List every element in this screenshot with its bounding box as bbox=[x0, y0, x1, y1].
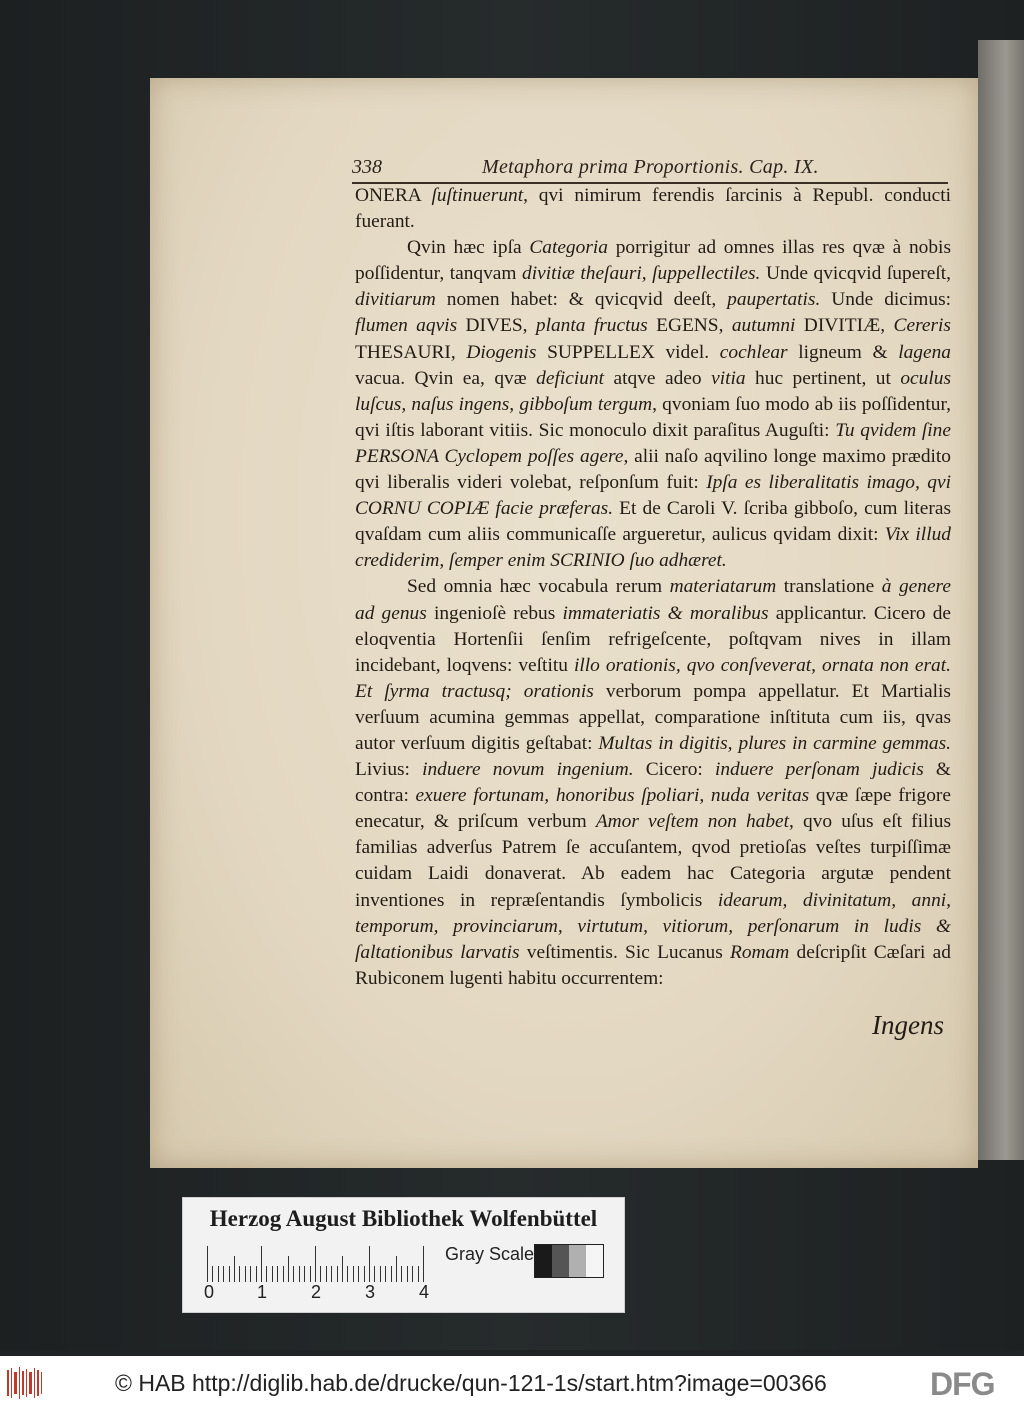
italic-text: Tu qvidem ſine PERSONA Cyclopem poſſes agere bbox=[355, 419, 951, 467]
italic-text: immateriatis & moralibus bbox=[562, 602, 769, 624]
text-run: atqve adeo bbox=[604, 367, 712, 389]
text-run: EGENS, bbox=[647, 315, 732, 337]
ruler-tick bbox=[304, 1266, 305, 1282]
ruler-tick bbox=[337, 1266, 338, 1282]
text-run: Unde qvicqvid ſupereſt, bbox=[760, 263, 951, 285]
ruler-tick bbox=[315, 1246, 316, 1282]
ruler-tick bbox=[293, 1266, 294, 1282]
ruler-number: 3 bbox=[365, 1282, 376, 1302]
ruler-number: 0 bbox=[204, 1282, 215, 1302]
text-run: & contra: bbox=[355, 759, 952, 807]
ruler-tick bbox=[385, 1266, 386, 1282]
ruler-tick bbox=[326, 1266, 327, 1282]
ruler-tick bbox=[239, 1266, 240, 1282]
text-run: Livius: bbox=[355, 759, 423, 781]
running-head-title: Metaphora prima Proportionis. Cap. IX. bbox=[482, 156, 819, 178]
ruler-number: 4 bbox=[419, 1282, 430, 1302]
ruler-tick bbox=[369, 1246, 370, 1282]
italic-text: Multas in digitis, plures in carmine gemmas. bbox=[598, 732, 951, 754]
ruler-tick bbox=[288, 1256, 289, 1282]
text-run: DIVES, bbox=[457, 315, 536, 337]
italic-text: Ipſa es liberalitatis imago, qvi CORNU COPIÆ facie præferas. bbox=[355, 472, 951, 520]
ruler-tick bbox=[358, 1266, 359, 1282]
gray-patch bbox=[569, 1245, 586, 1277]
italic-text: paupertatis. bbox=[727, 289, 821, 311]
paragraph bbox=[355, 235, 951, 574]
gray-patch bbox=[586, 1245, 603, 1277]
running-head bbox=[352, 156, 950, 182]
italic-text: illo orationis, qvo conſveverat, ornata non erat. Et ſyrma tractusq; orationis bbox=[355, 654, 951, 702]
text-run: applicantur. Cicero de eloqventia Hortenſii ſenſim refrigeſcente, poſtqvam nives in illam incidebant, loqvens: veſtitu bbox=[355, 602, 951, 676]
gray-patch bbox=[535, 1245, 552, 1277]
text-run: THESAURI, bbox=[355, 341, 467, 363]
ruler-tick bbox=[331, 1266, 332, 1282]
italic-text: exuere fortunam, honoribus ſpoliari, nuda veritas bbox=[415, 785, 810, 807]
viewer-footer bbox=[0, 1356, 1024, 1416]
text-run: Sed omnia hæc vocabula rerum bbox=[407, 576, 670, 598]
ruler-tick bbox=[407, 1266, 408, 1282]
italic-text: à genere ad genus bbox=[355, 576, 951, 624]
ruler-tick bbox=[266, 1266, 267, 1282]
ruler-tick bbox=[342, 1256, 343, 1282]
ruler-tick bbox=[256, 1266, 257, 1282]
ruler-tick bbox=[423, 1246, 424, 1282]
text-run: huc pertinent, ut bbox=[745, 367, 901, 389]
library-name: Herzog August Bibliothek Wolfenbüttel bbox=[209, 1206, 598, 1231]
italic-text: autumni bbox=[731, 315, 796, 337]
ruler-tick bbox=[347, 1266, 348, 1282]
ruler-tick bbox=[223, 1266, 224, 1282]
text-run: verborum pompa appellatur. Et Martialis verſuum acumina gemmas appellat, comparatione inſtituta cum iis, qvas autor verſuum digitis geſtabat: bbox=[355, 680, 951, 754]
barcode-icon bbox=[6, 1366, 44, 1400]
text-run: Et de Caroli V. ſcriba gibboſo, cum literas qvaſdam cum aliis communicaſſe argueretur, aulicus qvidam dixit: bbox=[355, 498, 951, 546]
paragraph bbox=[355, 574, 951, 992]
ruler-tick bbox=[234, 1256, 235, 1282]
page-number: 338 bbox=[352, 156, 382, 178]
ruler-tick bbox=[364, 1266, 365, 1282]
text-run: , qvoniam ſuo modo ab iis poſſidentur, qvi iſtis laborant vitiis. Sic monoculo dixit paraſitus Auguſti: bbox=[355, 393, 951, 441]
italic-text: divitiæ theſauri, ſuppellectiles. bbox=[522, 263, 761, 285]
text-run: deſcripſit Cæſari ad Rubiconem lugenti habitu occurrentem: bbox=[355, 941, 951, 989]
ruler-tick bbox=[283, 1266, 284, 1282]
italic-text: oculus luſcus, naſus ingens, gibboſum tergum bbox=[355, 367, 951, 415]
text-run: , qvi nimirum ferendis ſarcinis à Republ. conducti fuerant. bbox=[355, 185, 952, 233]
text-run: DIVITIÆ, bbox=[795, 315, 894, 337]
text-run: veſtimentis. Sic Lucanus bbox=[519, 941, 730, 963]
italic-text: induere novum ingenium. bbox=[422, 759, 634, 781]
italic-text: planta fructus bbox=[535, 315, 648, 337]
italic-text: divitiarum bbox=[355, 289, 436, 311]
ruler-tick bbox=[391, 1266, 392, 1282]
italic-text: flumen aqvis bbox=[355, 315, 458, 337]
body-text bbox=[355, 183, 951, 992]
ruler-tick bbox=[353, 1266, 354, 1282]
adjacent-page-edge bbox=[978, 40, 1024, 1160]
italic-text: Vix illud crediderim, ſemper enim SCRINIO ſuo adhæret. bbox=[355, 524, 951, 572]
italic-text: idearum, divinitatum, anni, temporum, provinciarum, virtutum, vitiorum, perſonarum in ludis & ſaltationibus larvatis bbox=[355, 889, 952, 963]
ruler-number: 1 bbox=[257, 1282, 268, 1302]
copyright-link[interactable]: © HAB http://diglib.hab.de/drucke/qun-121-1s/start.htm?image=00366 bbox=[115, 1370, 827, 1396]
ruler-tick bbox=[310, 1266, 311, 1282]
ruler-tick bbox=[212, 1266, 213, 1282]
italic-text: Cereris bbox=[893, 315, 951, 337]
dfg-logo: DFG bbox=[930, 1366, 995, 1402]
paragraph bbox=[355, 183, 951, 235]
text-run: , qvo uſus eſt filius familias adverſus Patrem ſe accuſantem, qvod pretioſas veſtes turpiſſimæ cuidam Laidi donaverat. Ab eadem hac Categoria argutæ pendent inventiones in repræſentandis ſymbolicis bbox=[355, 811, 951, 911]
gray-scale-label: Gray Scale bbox=[445, 1244, 535, 1264]
ruler-tick bbox=[380, 1266, 381, 1282]
italic-text: deficiunt bbox=[536, 367, 605, 389]
text-run: ingenioſè rebus bbox=[426, 602, 563, 624]
ruler-tick bbox=[418, 1266, 419, 1282]
italic-text: ſuſtinuerunt bbox=[431, 185, 524, 206]
color-target-card bbox=[182, 1197, 625, 1313]
ruler-tick bbox=[250, 1266, 251, 1282]
ruler-tick bbox=[412, 1266, 413, 1282]
gray-patch bbox=[552, 1245, 569, 1277]
ruler-tick bbox=[320, 1266, 321, 1282]
ruler-tick bbox=[218, 1266, 219, 1282]
text-run: porrigitur ad omnes illas res qvæ à nobis poſſidentur, tanqvam bbox=[355, 237, 951, 285]
italic-text: Diogenis bbox=[466, 341, 537, 363]
gray-scale-patches bbox=[534, 1244, 604, 1278]
text-run: SUPPELLEX videl. bbox=[536, 341, 720, 363]
italic-text: Amor veſtem non habet bbox=[595, 811, 790, 833]
scale-ruler bbox=[207, 1242, 429, 1282]
ruler-tick bbox=[229, 1266, 230, 1282]
ruler-tick bbox=[277, 1266, 278, 1282]
italic-text: induere perſonam judicis bbox=[714, 759, 924, 781]
italic-text: Categoria bbox=[529, 237, 608, 259]
text-run: ONERA bbox=[355, 185, 432, 206]
text-run: nomen habet: & qvicqvid deeſt, bbox=[435, 289, 728, 311]
ruler-tick bbox=[396, 1256, 397, 1282]
text-run: vacua. Qvin ea, qvæ bbox=[355, 367, 537, 389]
ruler-tick bbox=[207, 1246, 208, 1282]
ruler-number: 2 bbox=[311, 1282, 322, 1302]
ruler-tick bbox=[245, 1266, 246, 1282]
italic-text: lagena bbox=[898, 341, 951, 363]
text-run: , alii naſo aqvilino longe maximo prædito qvi liberalis videri volebat, reſponſum fuit: bbox=[355, 445, 951, 494]
text-run: translatione bbox=[776, 576, 882, 598]
catchword: Ingens bbox=[872, 1010, 944, 1040]
italic-text: materiatarum bbox=[669, 576, 777, 598]
text-run: Cicero: bbox=[633, 759, 715, 781]
text-run: qvæ ſæpe frigore enecatur, & priſcum verbum bbox=[355, 785, 951, 833]
italic-text: Romam bbox=[730, 941, 790, 963]
italic-text: cochlear bbox=[719, 341, 788, 363]
ruler-tick bbox=[374, 1266, 375, 1282]
ruler-tick bbox=[272, 1266, 273, 1282]
italic-text: vitia bbox=[711, 367, 746, 389]
text-run: Unde dicimus: bbox=[820, 289, 951, 311]
ruler-tick bbox=[299, 1266, 300, 1282]
text-run: Qvin hæc ipſa bbox=[407, 237, 530, 259]
text-run: ligneum & bbox=[787, 341, 899, 363]
ruler-tick bbox=[401, 1266, 402, 1282]
ruler-tick bbox=[261, 1246, 262, 1282]
